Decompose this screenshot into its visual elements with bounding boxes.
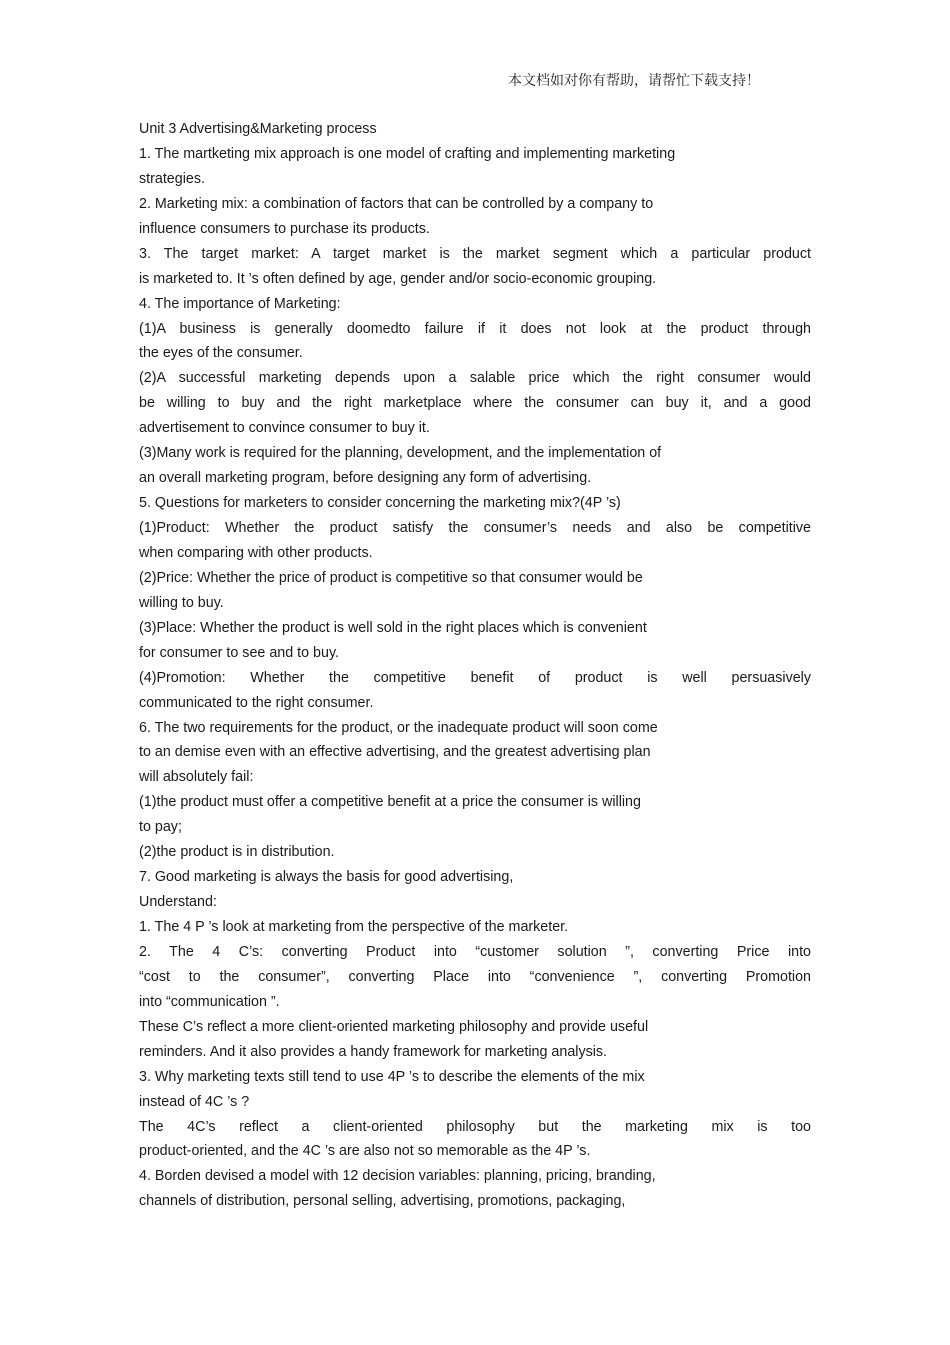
text-line: Unit 3 Advertising&Marketing process — [139, 121, 377, 137]
text-line: 4. Borden devised a model with 12 decision variables: planning, pricing, branding, — [139, 1168, 656, 1185]
text-line: (1)A business is generally doomedto failure if it does not look at the product through — [139, 320, 811, 337]
text-line: to pay; — [139, 819, 182, 836]
text-line: 2. The 4 C’s: converting Product into “customer solution ”, converting Price into — [139, 943, 811, 960]
text-line: for consumer to see and to buy. — [139, 644, 340, 661]
text-line: reminders. And it also provides a handy framework for marketing analysis. — [139, 1043, 608, 1060]
text-line: (2)the product is in distribution. — [139, 844, 335, 861]
text-line: (4)Promotion: Whether the competitive benefit of product is well persuasively — [139, 669, 811, 686]
text-line: to an demise even with an effective advertising, and the greatest advertising plan — [139, 744, 651, 761]
text-line: 7. Good marketing is always the basis for good advertising, — [139, 869, 514, 886]
text-line: channels of distribution, personal selling, advertising, promotions, packaging, — [139, 1193, 626, 1210]
text-line: advertisement to convince consumer to buy it. — [139, 420, 430, 437]
text-line: 3. The target market: A target market is the market segment which a particular product — [139, 245, 811, 262]
text-line: The 4C’s reflect a client-oriented philosophy but the marketing mix is too — [139, 1118, 811, 1135]
text-line: “cost to the consumer”, converting Place into “convenience ”, converting Promotion — [139, 968, 811, 985]
text-line: willing to buy. — [139, 594, 224, 611]
text-line: (1)Product: Whether the product satisfy the consumer’s needs and also be competitive — [139, 520, 811, 536]
text-line: 2. Marketing mix: a combination of factors that can be controlled by a company to — [139, 195, 654, 212]
text-line: communicated to the right consumer. — [139, 694, 374, 711]
text-line: These C’s reflect a more client-oriented marketing philosophy and provide useful — [139, 1018, 649, 1035]
text-line: the eyes of the consumer. — [139, 345, 303, 362]
text-line: will absolutely fail: — [139, 769, 254, 786]
text-line: (2)A successful marketing depends upon a salable price which the right consumer would — [139, 370, 811, 387]
text-line: 3. Why marketing texts still tend to use 4P ’s to describe the elements of the mix — [139, 1068, 645, 1085]
text-line: Understand: — [139, 894, 217, 911]
text-line: 5. Questions for marketers to consider concerning the marketing mix?(4P ’s) — [139, 495, 621, 512]
text-line: into “communication ”. — [139, 993, 280, 1010]
text-line: an overall marketing program, before designing any form of advertising. — [139, 470, 592, 487]
text-line: strategies. — [139, 170, 205, 187]
document-body — [139, 117, 811, 1214]
text-line: 4. The importance of Marketing: — [139, 295, 341, 312]
text-line: (2)Price: Whether the price of product is competitive so that consumer would be — [139, 569, 643, 586]
text-line: 6. The two requirements for the product, or the inadequate product will soon come — [139, 719, 658, 736]
text-line: when comparing with other products. — [139, 544, 373, 561]
text-line: 1. The 4 P ’s look at marketing from the perspective of the marketer. — [139, 919, 569, 935]
text-line: be willing to buy and the right marketplace where the consumer can buy it, and a good — [139, 395, 811, 412]
page-header: 本文档如对你有帮助，请帮忙下载支持！ — [508, 73, 760, 89]
text-line: (1)the product must offer a competitive benefit at a price the consumer is willing — [139, 794, 641, 811]
text-line: product-oriented, and the 4C ’s are also not so memorable as the 4P ’s. — [139, 1143, 591, 1160]
text-line: instead of 4C ’s ? — [139, 1093, 250, 1110]
text-line: (3)Many work is required for the planning, development, and the implementation of — [139, 445, 662, 462]
text-line: is marketed to. It ’s often defined by age, gender and/or socio-economic grouping. — [139, 270, 657, 287]
text-line: 1. The martketing mix approach is one model of crafting and implementing marketing — [139, 145, 676, 162]
text-line: (3)Place: Whether the product is well sold in the right places which is convenient — [139, 619, 647, 636]
text-line: influence consumers to purchase its products. — [139, 220, 430, 237]
